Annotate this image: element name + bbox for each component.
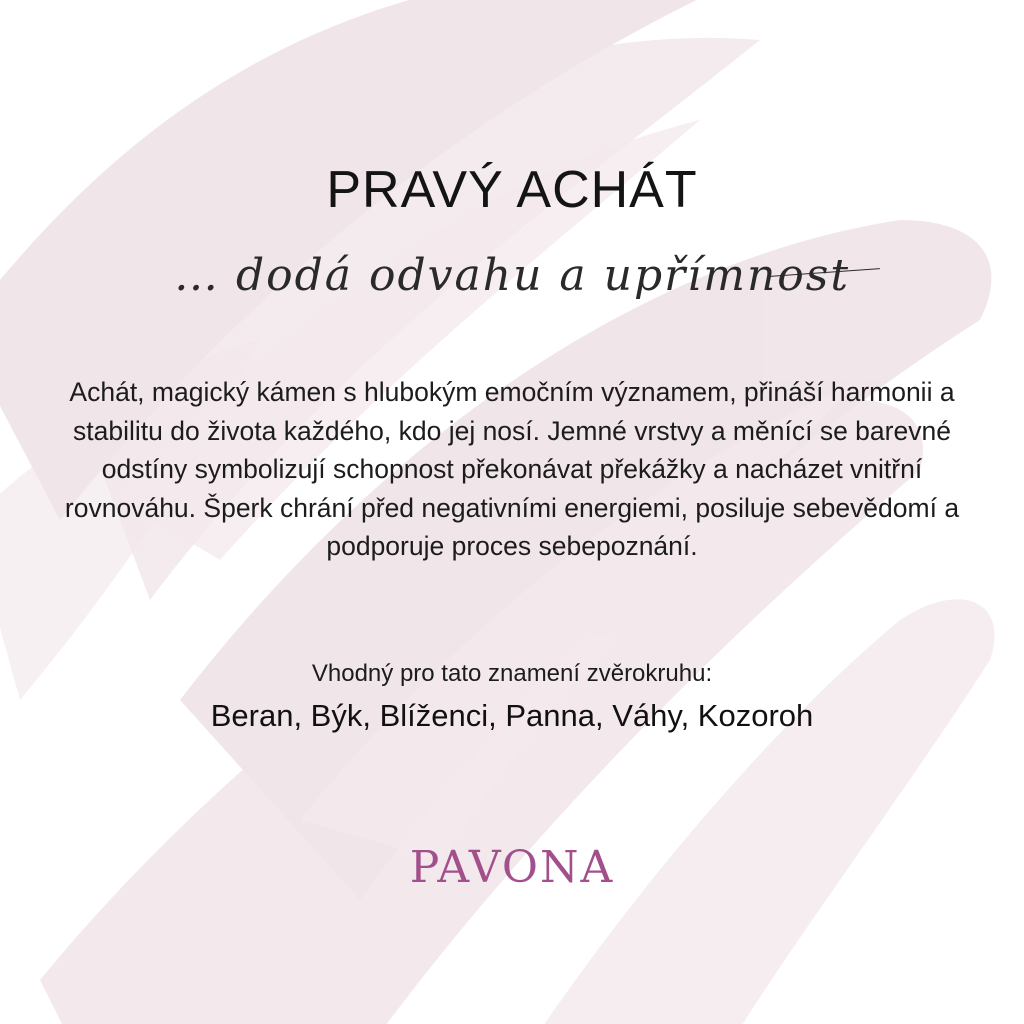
zodiac-signs: Beran, Býk, Blíženci, Panna, Váhy, Kozoroh [210, 698, 814, 733]
zodiac-label: Vhodný pro tato znamení zvěrokruhu: [311, 660, 713, 687]
brand-logo: PAVONA [409, 842, 615, 893]
tagline: … dodá odvahu a upřímnost [173, 250, 851, 301]
page-title: PRAVÝ ACHÁT [326, 161, 698, 219]
description: Achát, magický kámen s hlubokým emočním významem, přináší harmonii a stabilitu do života každého, kdo jej nosí. Jemné vrstvy a měnící se barevné odstíny symbolizují schopnost překonávat překážky a nacházet vnitřní rovnováhu. Šperk chrání před negativními energiemi, posiluje sebevědomí a podporuje proces sebepoznání. [64, 377, 960, 561]
